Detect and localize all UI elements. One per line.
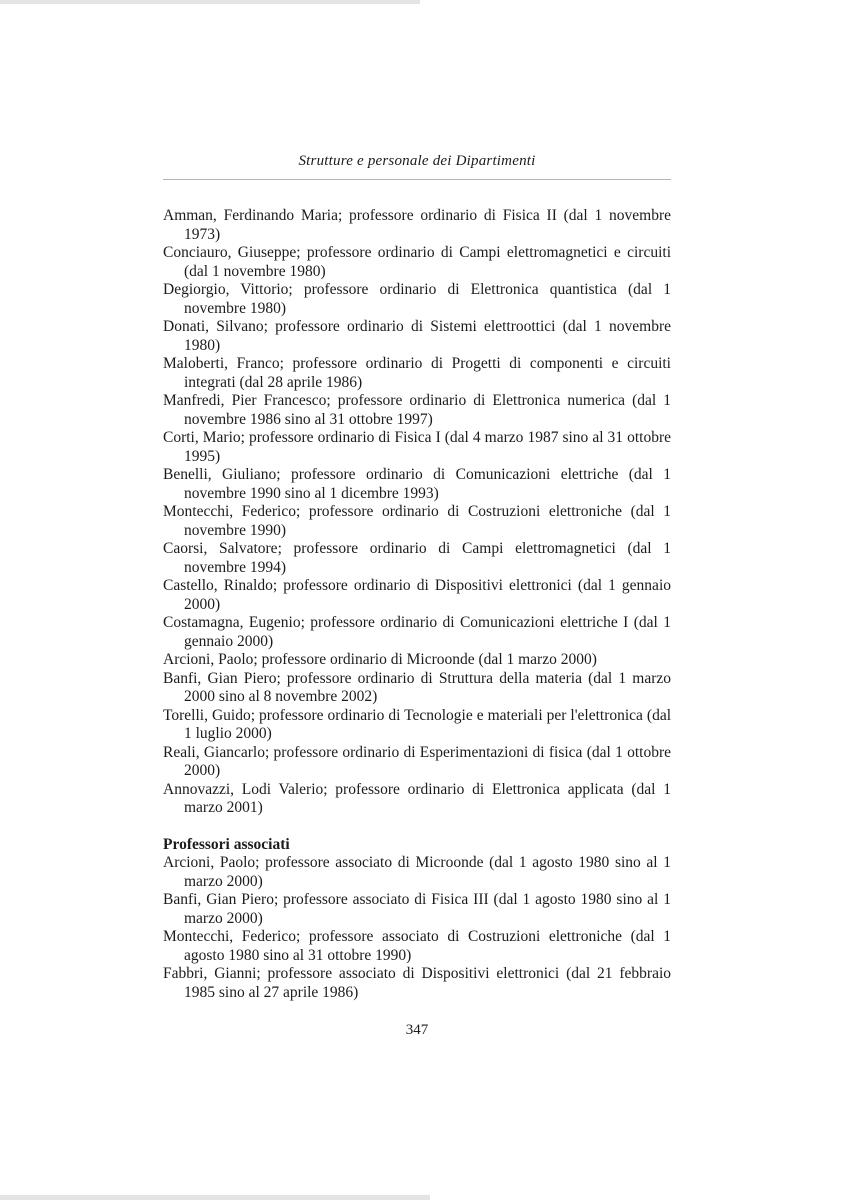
professor-entry: Arcioni, Paolo; professore ordinario di Microonde (dal 1 marzo 2000) [163,651,597,668]
professor-entry: Banfi, Gian Piero; professore associato di Fisica III (dal 1 agosto 1980 sino al 1 marzo 2000) [163,891,671,927]
scan-artifact-bottom [0,1195,430,1200]
professor-entry: Reali, Giancarlo; professore ordinario di Esperimentazioni di fisica (dal 1 ottobre 2000) [163,743,671,779]
professor-entry: Montecchi, Federico; professore associato di Costruzioni elettroniche (dal 1 agosto 1980 sino al 31 ottobre 1990) [163,928,671,964]
professor-list-associati [163,854,671,1002]
professor-entry: Torelli, Guido; professore ordinario di Tecnologie e materiali per l'elettronica (dal 1 luglio 2000) [163,706,671,742]
header-rule [163,179,671,180]
running-header: Strutture e personale dei Dipartimenti [298,153,536,169]
professor-entry: Corti, Mario; professore ordinario di Fisica I (dal 4 marzo 1987 sino al 31 ottobre 1995) [163,429,671,465]
professor-entry: Maloberti, Franco; professore ordinario di Progetti di componenti e circuiti integrati (dal 28 aprile 1986) [163,355,671,391]
professor-entry: Amman, Ferdinando Maria; professore ordinario di Fisica II (dal 1 novembre 1973) [163,207,671,243]
professor-list-ordinari [163,207,671,818]
professor-entry: Montecchi, Federico; professore ordinario di Costruzioni elettroniche (dal 1 novembre 1990) [163,503,671,539]
professor-entry: Benelli, Giuliano; professore ordinario di Comunicazioni elettriche (dal 1 novembre 1990 sino al 1 dicembre 1993) [163,466,671,502]
professor-entry: Annovazzi, Lodi Valerio; professore ordinario di Elettronica applicata (dal 1 marzo 2001) [163,780,671,816]
professor-entry: Castello, Rinaldo; professore ordinario di Dispositivi elettronici (dal 1 gennaio 2000) [163,577,671,613]
scan-artifact-top [0,0,420,4]
professor-entry: Degiorgio, Vittorio; professore ordinario di Elettronica quantistica (dal 1 novembre 1980) [163,281,671,317]
professor-entry: Donati, Silvano; professore ordinario di Sistemi elettroottici (dal 1 novembre 1980) [163,318,671,354]
professor-entry: Conciauro, Giuseppe; professore ordinario di Campi elettromagnetici e circuiti (dal 1 novembre 1980) [163,244,671,280]
professor-entry: Manfredi, Pier Francesco; professore ordinario di Elettronica numerica (dal 1 novembre 1986 sino al 31 ottobre 1997) [163,392,671,428]
page-number: 347 [405,1022,429,1038]
professor-entry: Arcioni, Paolo; professore associato di Microonde (dal 1 agosto 1980 sino al 1 marzo 2000) [163,854,671,890]
page-content [163,207,671,1002]
professor-entry: Banfi, Gian Piero; professore ordinario di Struttura della materia (dal 1 marzo 2000 sino al 8 novembre 2002) [163,669,671,705]
section-heading-professori-associati: Professori associati [163,835,290,853]
professor-entry: Fabbri, Gianni; professore associato di Dispositivi elettronici (dal 21 febbraio 1985 sino al 27 aprile 1986) [163,965,671,1001]
professor-entry: Caorsi, Salvatore; professore ordinario di Campi elettromagnetici (dal 1 novembre 1994) [163,540,671,576]
professor-entry: Costamagna, Eugenio; professore ordinario di Comunicazioni elettriche I (dal 1 gennaio 2000) [163,614,671,650]
